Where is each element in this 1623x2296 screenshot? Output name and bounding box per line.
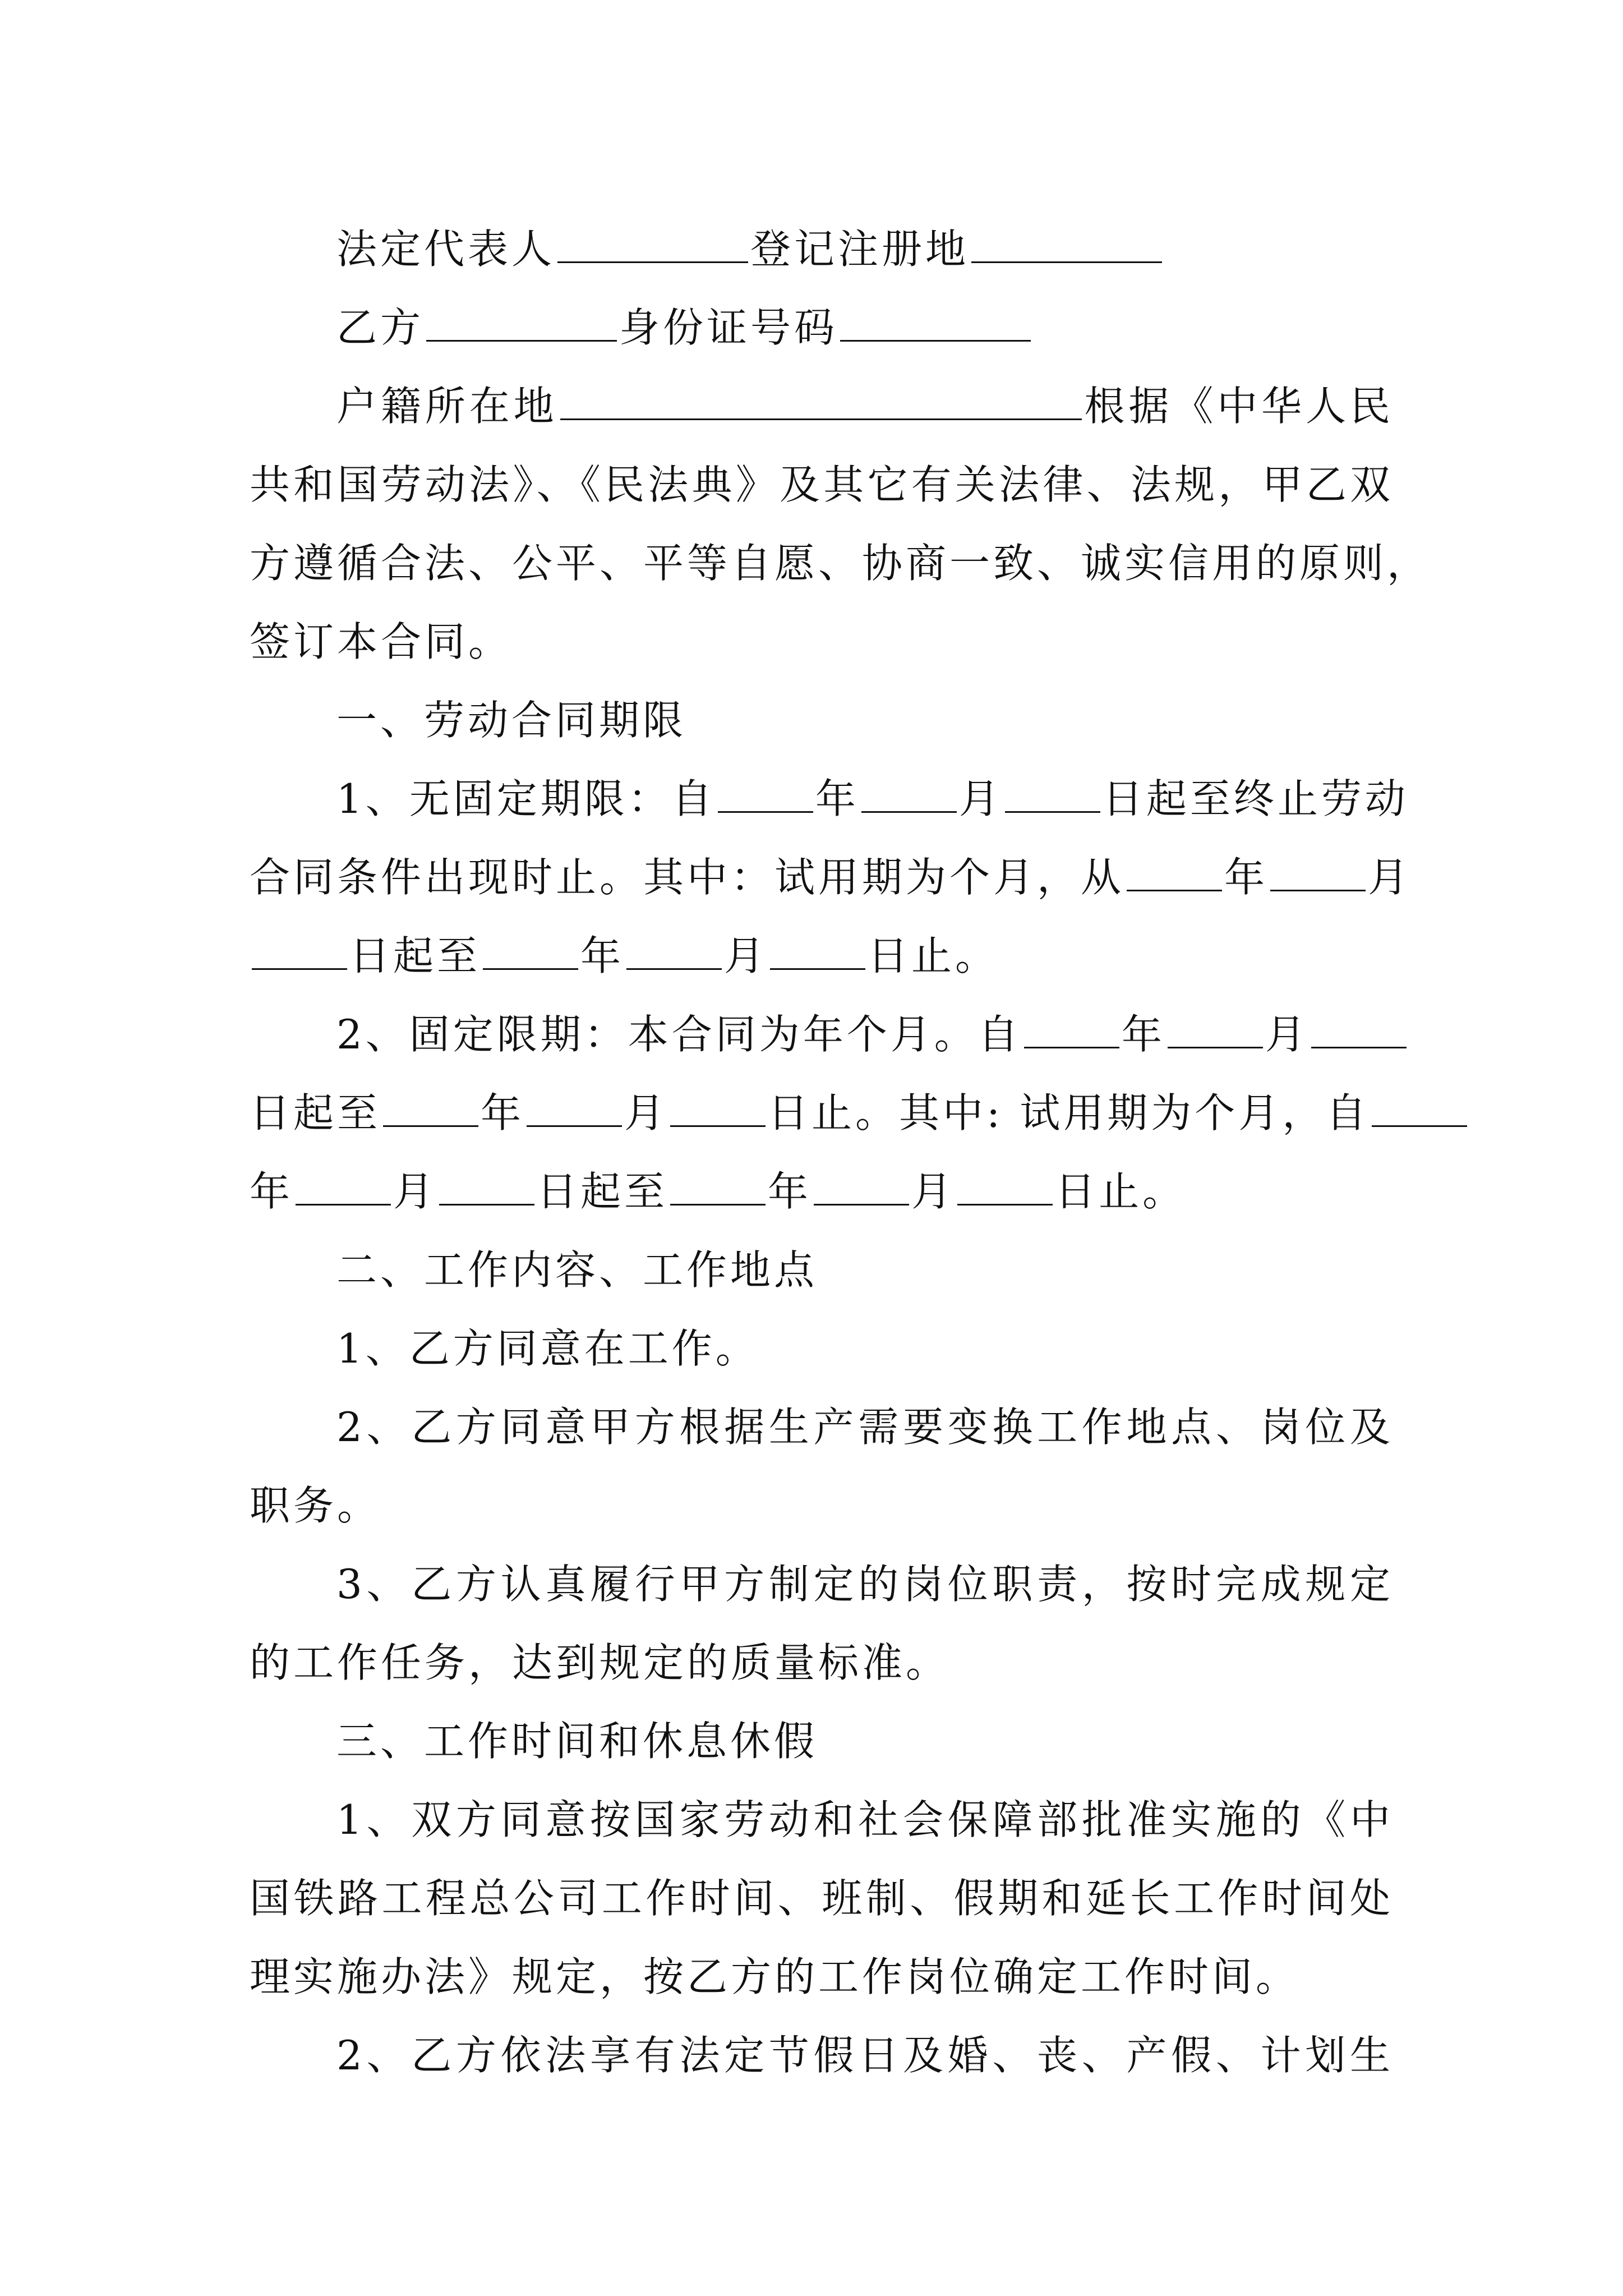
blank-field bbox=[560, 390, 1082, 420]
blank-field bbox=[483, 940, 578, 970]
text-segment: 年 bbox=[580, 932, 625, 979]
doc-line-probation-from bbox=[250, 838, 1412, 917]
text-segment: 月 bbox=[393, 1168, 437, 1215]
blank-field bbox=[557, 233, 748, 263]
text-segment: 合同条件出现时止。其中：试用期为个月，从 bbox=[250, 854, 1125, 901]
blank-field bbox=[861, 783, 957, 813]
blank-field bbox=[383, 1097, 478, 1127]
blank-field bbox=[670, 1176, 766, 1205]
paragraph-line: 职务。 bbox=[250, 1482, 381, 1529]
text-segment: 年 bbox=[481, 1089, 525, 1137]
doc-line-fixed-probation bbox=[250, 1152, 1394, 1231]
paragraph-line: 2、乙方依法享有法定节假日及婚、丧、产假、计划生 bbox=[336, 2032, 1394, 2079]
text-segment: 月 bbox=[911, 1168, 956, 1215]
blank-field bbox=[670, 1097, 766, 1127]
blank-field bbox=[296, 1176, 391, 1205]
label-party-b: 乙方 bbox=[336, 304, 425, 351]
label-id-number: 身份证号码 bbox=[619, 304, 838, 351]
blank-field bbox=[1270, 862, 1366, 891]
doc-line-fixed-term bbox=[250, 995, 1394, 1074]
text-segment: 月 bbox=[724, 932, 768, 979]
doc-line-fixed-term-to bbox=[250, 1074, 1394, 1152]
paragraph-line: 方遵循合法、公平、平等自愿、协商一致、诚实信用的原则， bbox=[250, 540, 1431, 587]
text-segment: 日止。其中: 试用期为个月，自 bbox=[768, 1089, 1370, 1137]
doc-line-no-fixed-term bbox=[250, 760, 1409, 838]
text-segment: 日起至 bbox=[349, 932, 481, 979]
paragraph-line: 3、乙方认真履行甲方制定的岗位职责，按时完成规定 bbox=[336, 1561, 1394, 1608]
blank-field bbox=[1024, 1019, 1119, 1048]
paragraph-line: 共和国劳动法》、《民法典》及其它有关法律、法规，甲乙双 bbox=[250, 461, 1394, 508]
blank-field bbox=[626, 940, 722, 970]
blank-field bbox=[957, 1176, 1053, 1205]
blank-field bbox=[971, 233, 1162, 263]
text-segment: 年 bbox=[250, 1168, 294, 1215]
text-segment: 年 bbox=[815, 775, 859, 822]
section-heading-work-content: 二、工作内容、工作地点 bbox=[336, 1246, 818, 1294]
blank-field bbox=[770, 940, 865, 970]
doc-line-party-b bbox=[250, 288, 1394, 367]
paragraph-line: 1、乙方同意在工作。 bbox=[336, 1325, 759, 1372]
blank-field bbox=[252, 940, 347, 970]
text-segment: 年 bbox=[1224, 854, 1269, 901]
paragraph-line: 签订本合同。 bbox=[250, 618, 513, 665]
text-segment: 年 bbox=[768, 1168, 812, 1215]
paragraph-line: 1、双方同意按国家劳动和社会保障部批准实施的《中 bbox=[336, 1796, 1394, 1843]
blank-field bbox=[840, 312, 1031, 342]
paragraph-line: 的工作任务，达到规定的质量标准。 bbox=[250, 1639, 950, 1686]
document-body bbox=[250, 210, 1431, 2095]
doc-line-household bbox=[250, 367, 1394, 445]
text-according-to: 根据《中华人民 bbox=[1083, 383, 1394, 430]
section-heading-work-hours: 三、工作时间和休息休假 bbox=[336, 1718, 818, 1765]
blank-field bbox=[527, 1097, 622, 1127]
text-segment: 日起至终止劳动 bbox=[1102, 775, 1409, 822]
blank-field bbox=[1005, 783, 1100, 813]
label-household-registration: 户籍所在地 bbox=[336, 383, 558, 430]
text-segment: 日止。 bbox=[1055, 1168, 1187, 1215]
paragraph-line: 2、乙方同意甲方根据生产需要变换工作地点、岗位及 bbox=[336, 1404, 1394, 1451]
blank-field bbox=[426, 312, 617, 342]
section-heading-contract-term: 一、劳动合同期限 bbox=[336, 697, 687, 744]
blank-field bbox=[1372, 1097, 1467, 1127]
text-segment: 1、无固定期限：自 bbox=[336, 775, 716, 822]
text-segment: 2、固定限期：本合同为年个月。自 bbox=[336, 1011, 1022, 1058]
paragraph-line: 理实施办法》规定，按乙方的工作岗位确定工作时间。 bbox=[250, 1953, 1300, 2000]
doc-line-legal-rep bbox=[250, 210, 1394, 288]
text-segment: 日起至 bbox=[250, 1089, 381, 1137]
text-segment: 月 bbox=[958, 775, 1003, 822]
text-segment: 月 bbox=[1265, 1011, 1309, 1058]
label-registered-address: 登记注册地 bbox=[750, 226, 970, 273]
text-segment: 日止。 bbox=[868, 932, 999, 979]
blank-field bbox=[1127, 862, 1222, 891]
text-segment: 月 bbox=[1368, 854, 1412, 901]
doc-line-probation-to bbox=[250, 917, 1394, 995]
text-segment: 日起至 bbox=[537, 1168, 668, 1215]
blank-field bbox=[1168, 1019, 1263, 1048]
blank-field bbox=[718, 783, 813, 813]
blank-field bbox=[439, 1176, 534, 1205]
blank-field bbox=[814, 1176, 909, 1205]
blank-field bbox=[1311, 1019, 1407, 1048]
label-legal-representative: 法定代表人 bbox=[336, 226, 556, 273]
text-segment: 年 bbox=[1121, 1011, 1165, 1058]
text-segment: 月 bbox=[624, 1089, 668, 1137]
paragraph-line: 国铁路工程总公司工作时间、班制、假期和延长工作时间处 bbox=[250, 1875, 1394, 1922]
